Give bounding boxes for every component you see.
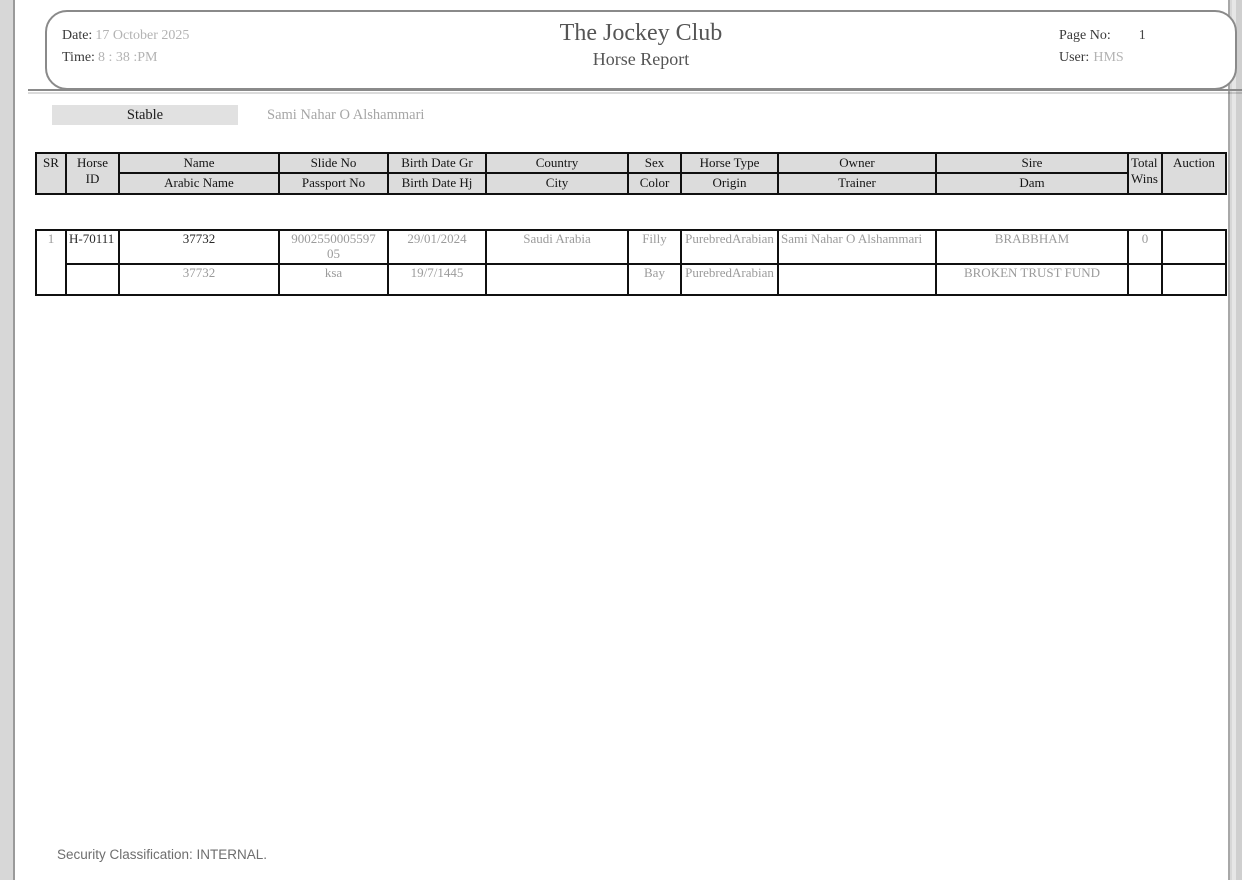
cell-dam: BROKEN TRUST FUND xyxy=(936,264,1128,295)
col-header-passport-no: Passport No xyxy=(279,173,388,193)
report-title-block xyxy=(47,20,1235,70)
table-row xyxy=(36,230,1226,264)
col-header-dam: Dam xyxy=(936,173,1128,193)
col-header-horse-id: Horse ID xyxy=(66,153,119,194)
horse-table-header xyxy=(35,152,1227,195)
col-header-city: City xyxy=(486,173,628,193)
report-title: The Jockey Club xyxy=(559,20,723,46)
cell-sex: Filly xyxy=(628,230,681,264)
cell-owner: Sami Nahar O Alshammari xyxy=(778,230,936,264)
cell-birth-date-hj: 19/7/1445 xyxy=(388,264,486,295)
cell-total-wins-bottom xyxy=(1128,264,1162,295)
page-no-value: 1 xyxy=(1138,28,1146,43)
cell-horse-id-bottom xyxy=(66,264,119,295)
cell-slide-no: 900255000559705 xyxy=(279,230,388,264)
page-no-row xyxy=(1059,25,1146,47)
col-header-country: Country xyxy=(486,153,628,173)
col-header-sex: Sex xyxy=(628,153,681,173)
cell-color: Bay xyxy=(628,264,681,295)
header-row-bottom xyxy=(36,173,1226,193)
cell-origin: PurebredArabian xyxy=(681,264,778,295)
col-header-trainer: Trainer xyxy=(778,173,936,193)
col-header-name: Name xyxy=(119,153,279,173)
col-header-birth-date-hj: Birth Date Hj xyxy=(388,173,486,193)
cell-country: Saudi Arabia xyxy=(486,230,628,264)
col-header-owner: Owner xyxy=(778,153,936,173)
stable-label: Stable xyxy=(52,105,238,125)
cell-name: 37732 xyxy=(119,230,279,264)
cell-sire: BRABBHAM xyxy=(936,230,1128,264)
header-row-top xyxy=(36,153,1226,173)
cell-sr: 1 xyxy=(36,230,66,295)
page-no-label: Page No: xyxy=(1059,28,1111,43)
cell-passport-no: ksa xyxy=(279,264,388,295)
user-label: User: xyxy=(1059,50,1090,66)
col-header-sire: Sire xyxy=(936,153,1128,173)
col-header-auction: Auction xyxy=(1162,153,1226,194)
time-label: Time: xyxy=(62,50,95,66)
user-value: HMS xyxy=(1093,50,1124,66)
col-header-total-wins: Total Wins xyxy=(1128,153,1162,194)
report-page xyxy=(13,0,1230,880)
cell-trainer xyxy=(778,264,936,295)
right-scrollbar-area[interactable] xyxy=(1232,0,1242,880)
security-classification-note: Security Classification: INTERNAL. xyxy=(57,847,268,862)
user-row xyxy=(1059,47,1146,69)
cell-birth-date-gr: 29/01/2024 xyxy=(388,230,486,264)
table-row-second-line xyxy=(36,264,1226,295)
cell-arabic-name: 37732 xyxy=(119,264,279,295)
col-header-sr: SR xyxy=(36,153,66,194)
cell-city xyxy=(486,264,628,295)
cell-horse-type: PurebredArabian xyxy=(681,230,778,264)
report-header-box xyxy=(45,10,1237,90)
cell-auction xyxy=(1162,230,1226,264)
col-header-arabic-name: Arabic Name xyxy=(119,173,279,193)
col-header-origin: Origin xyxy=(681,173,778,193)
col-header-birth-date-gr: Birth Date Gr xyxy=(388,153,486,173)
date-label: Date: xyxy=(62,28,93,43)
time-value: 8 : 38 :PM xyxy=(97,50,158,66)
col-header-horse-type: Horse Type xyxy=(681,153,778,173)
report-page-user xyxy=(1059,25,1146,70)
cell-horse-id: H-70111 xyxy=(66,230,119,264)
date-value: 17 October 2025 xyxy=(95,28,190,43)
cell-total-wins: 0 xyxy=(1128,230,1162,264)
stable-value: Sami Nahar O Alshammari xyxy=(267,107,425,123)
col-header-slide-no: Slide No xyxy=(279,153,388,173)
cell-auction-bottom xyxy=(1162,264,1226,295)
horse-table-body xyxy=(35,229,1227,296)
report-subtitle: Horse Report xyxy=(592,49,690,69)
col-header-color: Color xyxy=(628,173,681,193)
